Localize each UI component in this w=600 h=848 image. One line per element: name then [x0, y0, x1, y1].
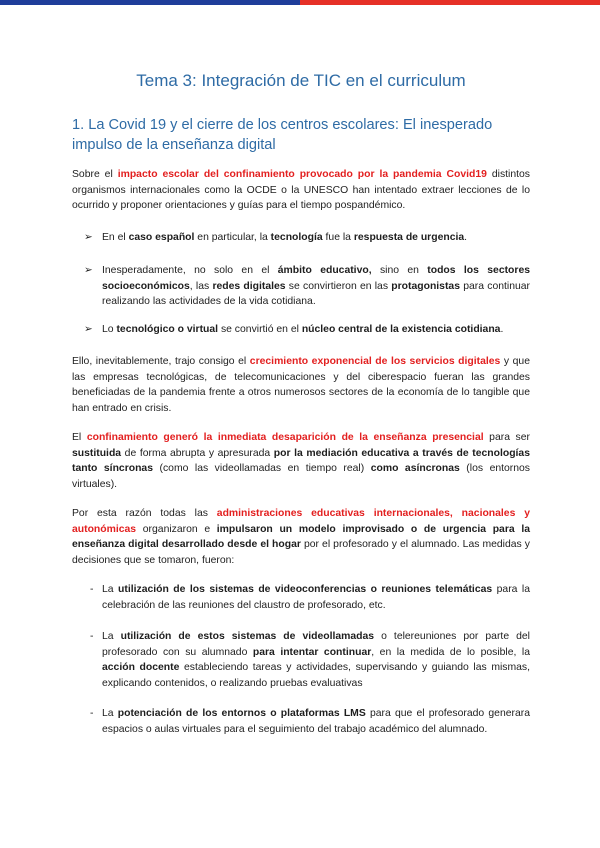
dash-item-3: La potenciación de los entornos o plataformas LMS para que el profesorado generara espacios o aulas virtuales para el seguimiento del trabajo académico del alumnado.: [102, 708, 530, 735]
dash-item-2: La utilización de estos sistemas de videollamadas o telereuniones por parte del profesorado con su alumnado para intentar continuar, en la medida de lo posible, la acción docente estableciendo tareas y actividades, supervisando y guiando las mismas, explicando contenidos, o realizando pruebas evaluativas: [102, 631, 530, 689]
top-color-bar: [0, 0, 600, 5]
bullet-item-1: En el caso español en particular, la tecnología fue la respuesta de urgencia.: [102, 232, 468, 243]
section-heading: 1. La Covid 19 y el cierre de los centros escolares: El inesperado impulso de la enseñanza digital: [72, 117, 493, 153]
top-bar-red: [300, 0, 600, 5]
dash-bullet: -: [90, 584, 94, 595]
bullet-arrow-icon: ➢: [84, 232, 93, 243]
bullet-arrow-icon: ➢: [84, 265, 93, 276]
paragraph-confinement: El confinamiento generó la inmediata desaparición de la enseñanza presencial para ser sustituida de forma abrupta y apresurada por la mediación educativa a través de tecnologías tanto síncronas (como las videollamadas en tiempo real) como asíncronas (los entornos virtuales).: [72, 432, 530, 490]
paragraph-intro: Sobre el impacto escolar del confinamiento provocado por la pandemia Covid19 distintos organismos internacionales como la OCDE o la UNESCO han intentado extraer lecciones de lo ocurrido y proponer orientaciones y guías para el tiempo pospandémico.: [72, 169, 530, 211]
bullet-arrow-icon: ➢: [84, 324, 93, 335]
paragraph-administrations: Por esta razón todas las administraciones educativas internacionales, nacionales y autonómicas organizaron e impulsaron un modelo improvisado o de urgencia para la enseñanza digital desarrollado desde el hogar por el profesorado y el alumnado. Las medidas y decisiones que se tomaron, fueron:: [72, 508, 531, 566]
paragraph-growth: Ello, inevitablemente, trajo consigo el crecimiento exponencial de los servicios digitales y que las empresas tecnológicas, de telecomunicaciones y del ciberespacio fueran las grandes beneficiadas de la pandemia frente a otros numerosos sectores de la economía de lo tangible que han entrado en crisis.: [72, 356, 530, 414]
bullet-item-3: Lo tecnológico o virtual se convirtió en el núcleo central de la existencia cotidiana.: [102, 324, 504, 335]
dash-bullet: -: [90, 631, 94, 642]
dash-bullet: -: [90, 708, 94, 719]
top-bar-blue: [0, 0, 300, 5]
document-title: Tema 3: Integración de TIC en el curriculum: [136, 71, 466, 90]
bullet-item-2: Inesperadamente, no solo en el ámbito educativo, sino en todos los sectores socioeconómicos, las redes digitales se convirtieron en las protagonistas para continuar realizando las actividades de la vida cotidiana.: [102, 265, 531, 307]
dash-item-1: La utilización de los sistemas de videoconferencias o reuniones telemáticas para la celebración de las reuniones del claustro de profesorado, etc.: [102, 584, 530, 611]
